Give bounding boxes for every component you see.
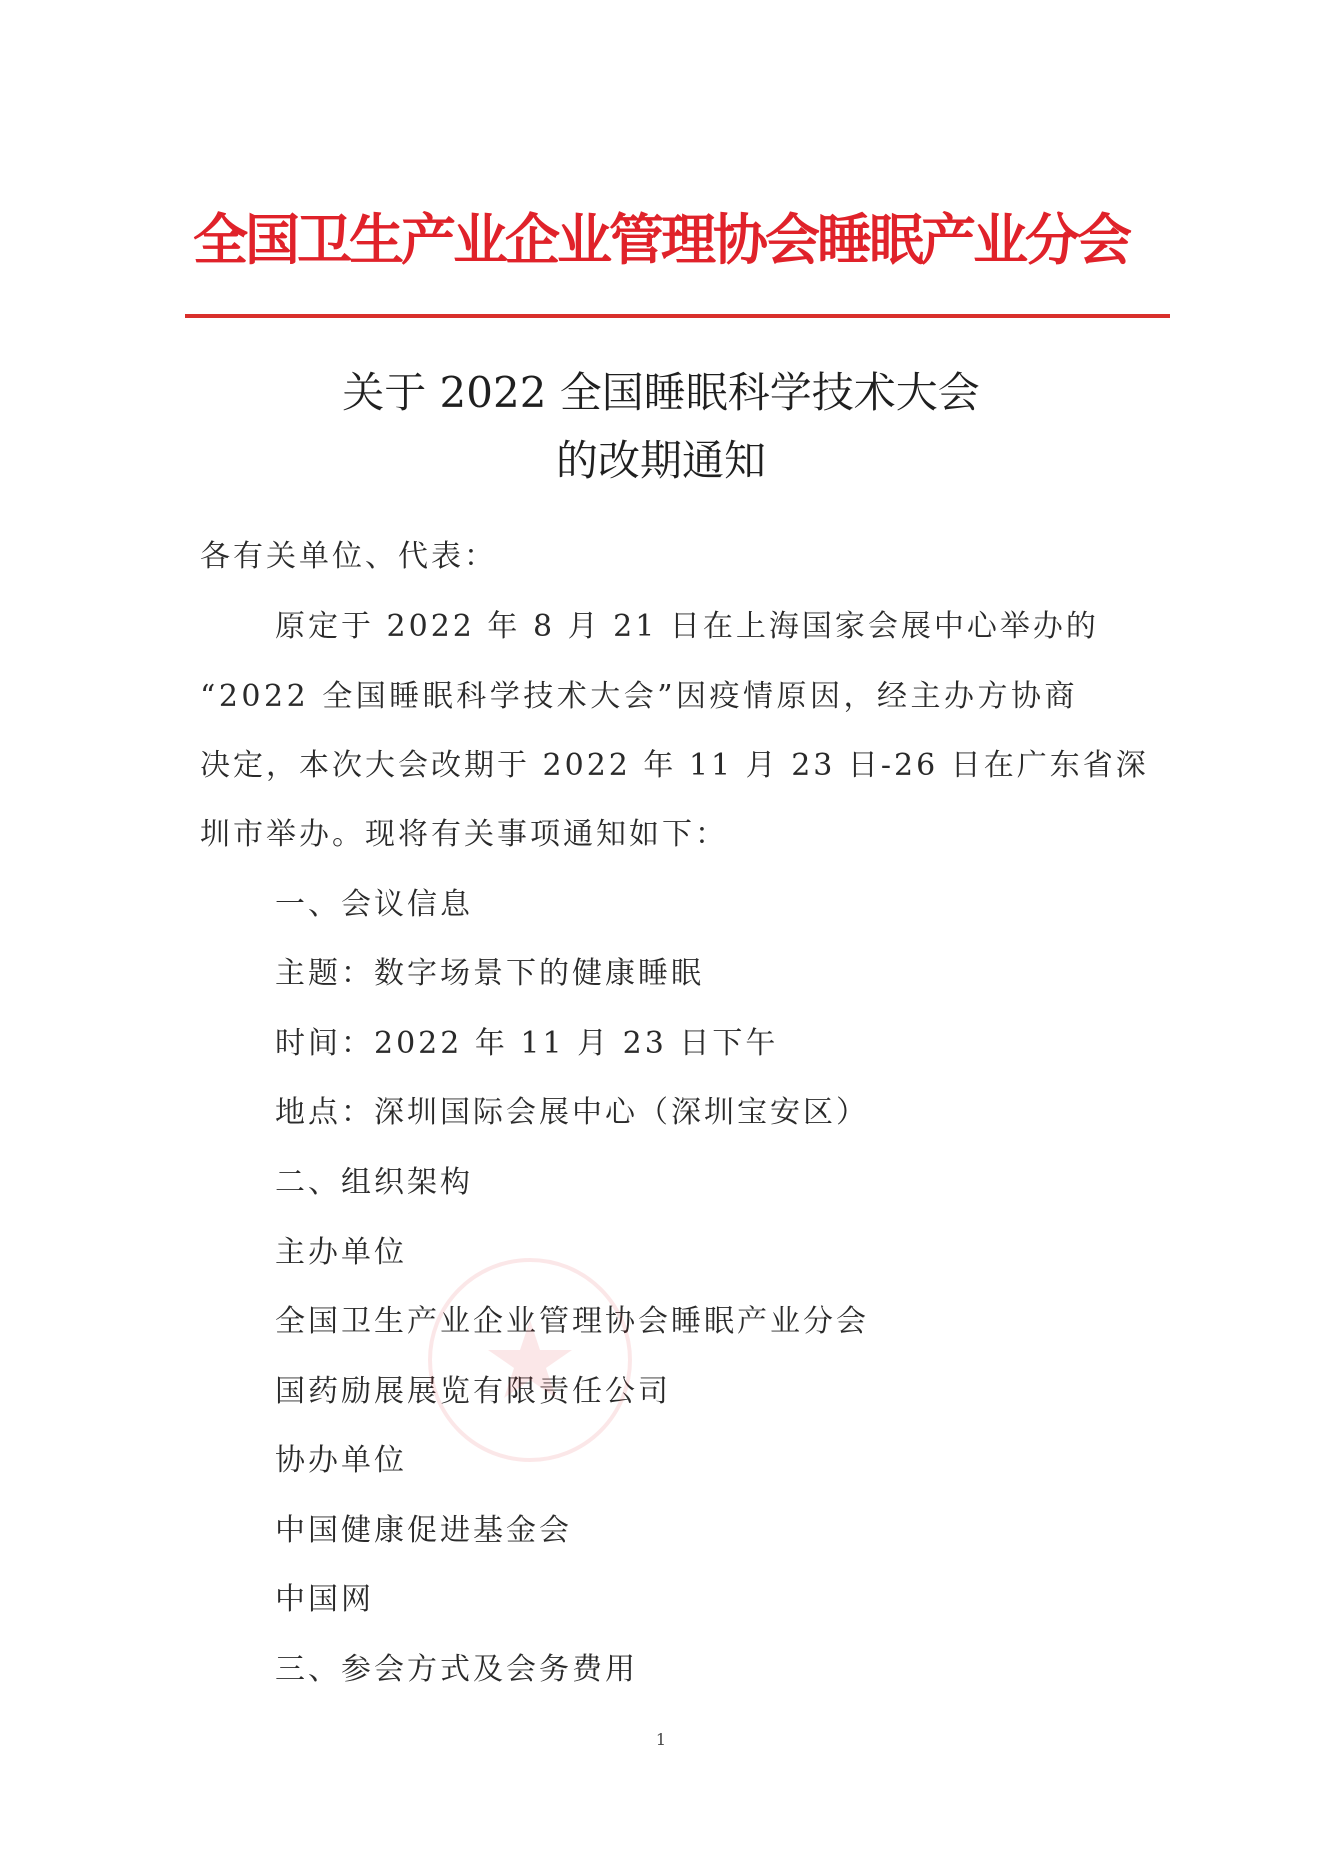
- meeting-theme: 主题：数字场景下的健康睡眠: [275, 956, 704, 991]
- document-title-line-1: 关于 2022 全国睡眠科学技术大会: [342, 368, 980, 417]
- page-number: 1: [655, 1730, 667, 1749]
- salutation: 各有关单位、代表：: [200, 539, 497, 574]
- faint-seal-stamp-icon: [420, 1250, 640, 1470]
- meeting-location: 地点：深圳国际会展中心（深圳宝安区）: [275, 1095, 869, 1130]
- co-organizer-item: 中国健康促进基金会: [275, 1513, 572, 1548]
- document-title-line-2: 的改期通知: [555, 436, 766, 485]
- co-organizer-label: 协办单位: [275, 1443, 407, 1478]
- section-2-heading: 二、组织架构: [275, 1165, 473, 1200]
- section-1-heading: 一、会议信息: [275, 887, 473, 922]
- paragraph-line-2: “2022 全国睡眠科学技术大会”因疫情原因，经主办方协商: [200, 679, 1079, 714]
- organizer-item: 国药励展展览有限责任公司: [275, 1374, 671, 1409]
- seal-star: [488, 1320, 572, 1398]
- meeting-time: 时间：2022 年 11 月 23 日下午: [275, 1026, 779, 1061]
- red-rule-bar: [185, 314, 1170, 318]
- paragraph-line-4: 圳市举办。现将有关事项通知如下：: [200, 817, 728, 852]
- organizer-item: 全国卫生产业企业管理协会睡眠产业分会: [275, 1304, 869, 1339]
- letterhead-org-name: 全国卫生产业企业管理协会睡眠产业分会: [192, 208, 1129, 272]
- paragraph-line-3: 决定，本次大会改期于 2022 年 11 月 23 日-26 日在广东省深: [200, 748, 1149, 783]
- letterhead-red-rule: [185, 314, 1170, 318]
- organizer-label: 主办单位: [275, 1235, 407, 1270]
- section-3-heading: 三、参会方式及会务费用: [275, 1652, 638, 1687]
- co-organizer-item: 中国网: [275, 1582, 374, 1617]
- paragraph-line-1: 原定于 2022 年 8 月 21 日在上海国家会展中心举办的: [275, 609, 1099, 644]
